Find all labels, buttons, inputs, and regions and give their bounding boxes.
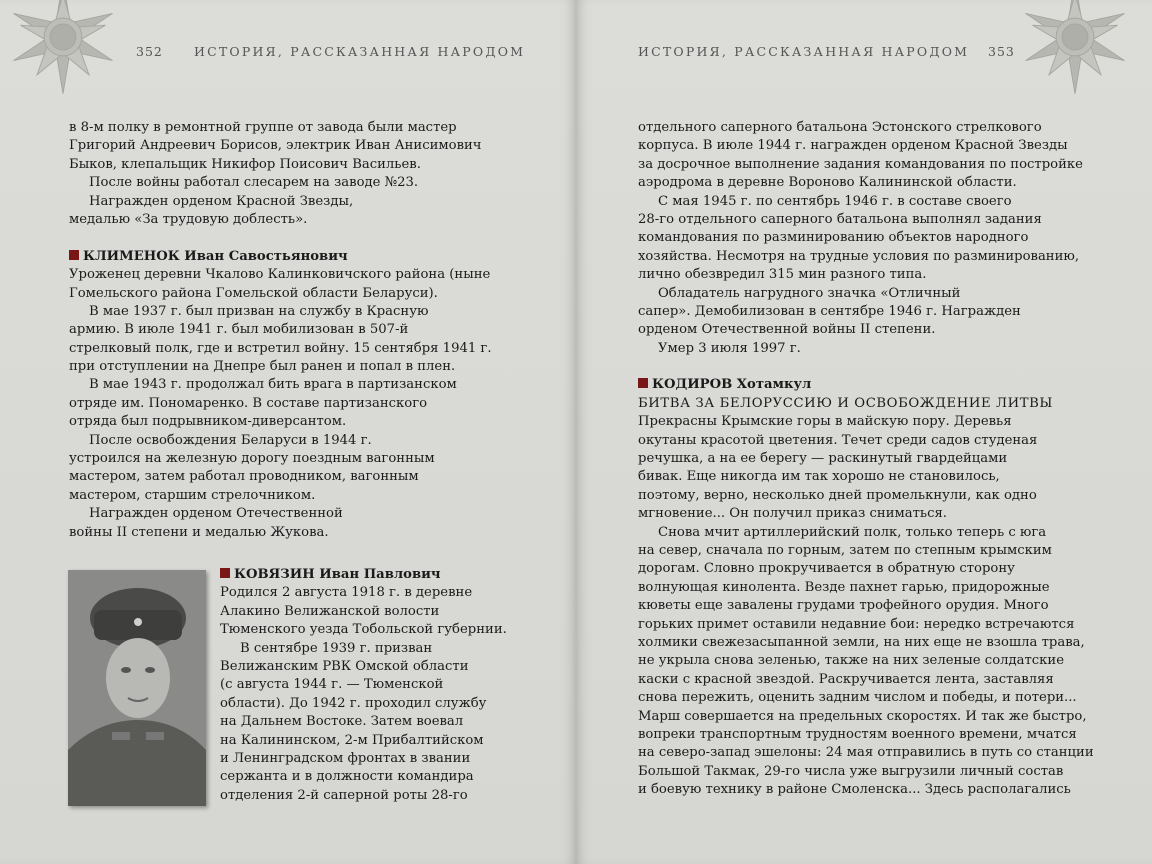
text-block-continuation xyxy=(69,119,492,542)
text-line: вопреки транспортным трудностям военного времени, мчатся xyxy=(638,726,1077,742)
text-line: После войны работал слесарем на заводе №23. xyxy=(89,175,419,191)
text-line: Обладатель нагрудного значка «Отличный xyxy=(658,285,961,301)
running-head: ИСТОРИЯ, РАССКАЗАННАЯ НАРОДОМ xyxy=(638,44,970,59)
text-line: поэтому, верно, несколько дней промелькнули, как одно xyxy=(638,487,1037,503)
text-line: орденом Отечественной войны II степени. xyxy=(638,322,936,338)
text-line: Родился 2 августа 1918 г. в деревне xyxy=(220,585,473,601)
text-block-continuation xyxy=(638,119,1094,799)
text-line: Награжден орденом Красной Звезды, xyxy=(89,193,354,209)
text-line: не укрыла снова зеленью, также на них зеленые солдатские xyxy=(638,653,1065,669)
text-line: медалью «За трудовую доблесть». xyxy=(69,211,308,227)
text-line: войны II степени и медалью Жукова. xyxy=(69,524,329,540)
text-line: (с августа 1944 г. — Тюменской xyxy=(220,677,444,693)
text-line: Уроженец деревни Чкалово Калинковичского района (ныне xyxy=(69,267,491,283)
text-line: Алакино Велижанской волости xyxy=(220,603,440,619)
text-line: мастером, затем работал проводником, вагонным xyxy=(69,469,419,485)
text-line: на северо-запад эшелоны: 24 мая отправились в путь со станции xyxy=(638,745,1094,761)
text-line: командования по разминированию объектов народного xyxy=(638,230,1029,246)
entry-heading-klimenok: КЛИМЕНОК Иван Савостьянович xyxy=(69,248,492,266)
text-line: области). До 1942 г. проходил службу xyxy=(220,695,487,711)
text-line: и Ленинградском фронтах в звании xyxy=(220,750,471,766)
order-patriotic-war-emblem-icon xyxy=(1016,0,1134,96)
text-line: аэродрома в деревне Вороново Калининской области. xyxy=(638,175,1017,191)
text-line: холмики свежезасыпанной земли, на них еще не взошла трава, xyxy=(638,634,1085,650)
text-line: Гомельского района Гомельской области Беларуси). xyxy=(69,285,438,301)
text-line: 28-го отдельного саперного батальона выполнял задания xyxy=(638,211,1042,227)
running-head: ИСТОРИЯ, РАССКАЗАННАЯ НАРОДОМ xyxy=(194,44,526,59)
text-line: мгновение... Он получил приказ сниматься. xyxy=(638,506,947,522)
text-line: Григорий Андреевич Борисов, электрик Иван Анисимович xyxy=(69,138,482,154)
heading-marker xyxy=(69,250,79,260)
text-line: стрелковый полк, где и встретил войну. 15 сентября 1941 г. xyxy=(69,340,492,356)
text-line: отряде им. Пономаренко. В составе партизанского xyxy=(69,395,428,411)
text-line: сапер». Демобилизован в сентябре 1946 г. Награжден xyxy=(638,303,1021,319)
text-line: на север, сначала по горным, затем по степным крымским xyxy=(638,542,1052,558)
text-line: Марш совершается на предельных скоростях. И так же быстро, xyxy=(638,708,1087,724)
text-line: за досрочное выполнение задания командования по постройке xyxy=(638,156,1083,172)
text-line: С мая 1945 г. по сентябрь 1946 г. в составе своего xyxy=(658,193,1012,209)
text-line: дорогам. Словно прокручивается в обратную сторону xyxy=(638,561,1015,577)
entry-heading-kodirov: КОДИРОВ Хотамкул xyxy=(638,376,1094,394)
text-line: Большой Такмак, 29-го числа уже выгрузили личный состав xyxy=(638,763,1064,779)
text-line: В мае 1937 г. был призван на службу в Красную xyxy=(89,303,429,319)
text-block-kovyazin xyxy=(220,566,507,805)
text-line: и боевую технику в районе Смоленска... Здесь располагались xyxy=(638,782,1071,798)
text-line: отряда был подрывником-диверсантом. xyxy=(69,414,347,430)
heading-marker xyxy=(638,378,648,388)
text-line: на Дальнем Востоке. Затем воевал xyxy=(220,714,464,730)
text-line: Прекрасны Крымские горы в майскую пору. Деревья xyxy=(638,414,1012,430)
text-line: каски с красной звездой. Раскручивается лента, заставляя xyxy=(638,671,1054,687)
section-subheading: БИТВА ЗА БЕЛОРУССИЮ И ОСВОБОЖДЕНИЕ ЛИТВЫ xyxy=(638,395,1053,411)
text-line: в 8-м полку в ремонтной группе от завода были мастер xyxy=(69,120,457,135)
text-line: армию. В июле 1941 г. был мобилизован в 507-й xyxy=(69,322,409,338)
entry-heading-kovyazin: КОВЯЗИН Иван Павлович xyxy=(220,566,507,584)
text-line: После освобождения Беларуси в 1944 г. xyxy=(89,432,372,448)
portrait-photo xyxy=(68,570,206,806)
text-line: мастером, старшим стрелочником. xyxy=(69,487,316,503)
right-page xyxy=(576,0,1152,864)
heading-marker xyxy=(220,568,230,578)
text-line: сержанта и в должности командира xyxy=(220,769,474,785)
text-line: Велижанским РВК Омской области xyxy=(220,658,469,674)
text-line: В мае 1943 г. продолжал бить врага в партизанском xyxy=(89,377,457,393)
text-line: отдельного саперного батальона Эстонского стрелкового xyxy=(638,120,1042,135)
text-line: Снова мчит артиллерийский полк, только теперь с юга xyxy=(658,524,1047,540)
text-line: лично обезвредил 315 мин разного типа. xyxy=(638,267,927,283)
text-line: Умер 3 июля 1997 г. xyxy=(658,340,801,356)
soldier-portrait-icon xyxy=(68,570,206,806)
text-line: волнующая кинолента. Везде пахнет гарью, придорожные xyxy=(638,579,1050,595)
text-line: бивак. Еще никогда им так хорошо не становилось, xyxy=(638,469,1000,485)
page-number: 352 xyxy=(136,44,163,59)
text-line: отделения 2-й саперной роты 28-го xyxy=(220,787,468,803)
order-patriotic-war-emblem-icon xyxy=(4,0,122,96)
text-line: снова пережить, оценить задним числом и победы, и потери... xyxy=(638,690,1077,706)
text-line: устроился на железную дорогу поездным вагонным xyxy=(69,451,435,467)
text-line: Тюменского уезда Тобольской губернии. xyxy=(220,622,507,638)
text-line: Награжден орденом Отечественной xyxy=(89,506,343,522)
text-line: кюветы еще завалены грудами трофейного орудия. Много xyxy=(638,598,1049,614)
text-line: при отступлении на Днепре был ранен и попал в плен. xyxy=(69,359,456,375)
text-line: хозяйства. Несмотря на трудные условия по разминированию, xyxy=(638,248,1080,264)
page-number: 353 xyxy=(988,44,1015,59)
text-line: окутаны красотой цветения. Течет среди садов студеная xyxy=(638,432,1038,448)
text-line: горьких примет оставили недавние бои: нередко встречаются xyxy=(638,616,1075,632)
text-line: речушка, а на ее берегу — раскинутый гвардейцами xyxy=(638,451,1008,467)
text-line: Быков, клепальщик Никифор Поисович Васильев. xyxy=(69,156,421,172)
text-line: корпуса. В июле 1944 г. награжден орденом Красной Звезды xyxy=(638,138,1068,154)
text-line: В сентябре 1939 г. призван xyxy=(240,640,433,656)
text-line: на Калининском, 2-м Прибалтийском xyxy=(220,732,484,748)
